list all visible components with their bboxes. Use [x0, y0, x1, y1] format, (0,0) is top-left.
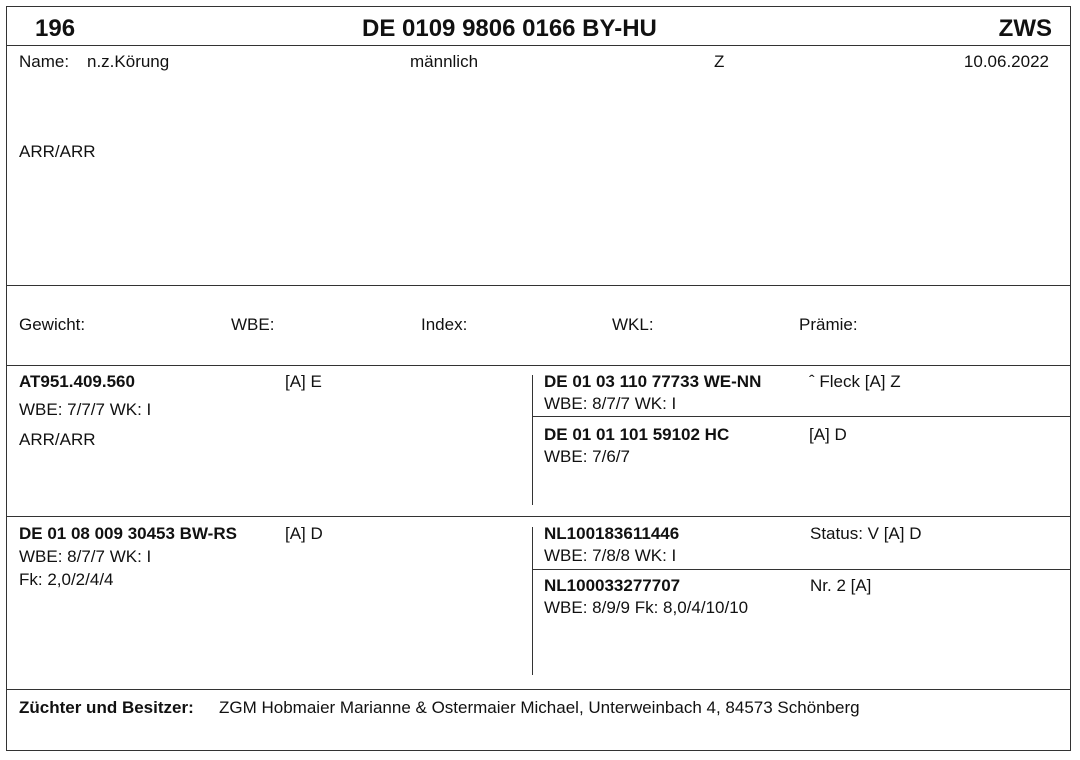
- sire-sire-wbe: WBE: 8/7/7 WK: I: [544, 394, 677, 413]
- sire-vertical-divider: [532, 375, 533, 505]
- sire-genotype: ARR/ARR: [19, 430, 96, 449]
- name-value: n.z.Körung: [87, 52, 170, 71]
- dam-dam-id: NL100033277707: [544, 576, 681, 595]
- dam-sire-tag: Status: V [A] D: [810, 524, 922, 543]
- sire-wbe: WBE: 7/7/7 WK: I: [19, 400, 152, 419]
- name-label: Name:: [19, 52, 70, 71]
- header-divider: [7, 45, 1070, 46]
- sire-id: AT951.409.560: [19, 372, 135, 391]
- sire-sire-id: DE 01 03 110 77733 WE-NN: [544, 372, 762, 391]
- dam-fk: Fk: 2,0/2/4/4: [19, 570, 114, 589]
- sire-parents-divider: [533, 416, 1070, 417]
- catalog-number: 196: [35, 15, 76, 42]
- dam-tag: [A] D: [285, 524, 323, 543]
- praemie-label: Prämie:: [799, 315, 858, 334]
- dam-block-divider: [7, 689, 1070, 690]
- wbe-label: WBE:: [231, 315, 275, 334]
- code-value: Z: [714, 52, 725, 71]
- dam-sire-id: NL100183611446: [544, 524, 680, 543]
- dam-dam-wbe: WBE: 8/9/9 Fk: 8,0/4/10/10: [544, 598, 749, 617]
- gewicht-label: Gewicht:: [19, 315, 86, 334]
- sire-sire-tag: ˆ Fleck [A] Z: [809, 372, 901, 391]
- sire-dam-wbe: WBE: 7/6/7: [544, 447, 630, 466]
- sire-block-divider: [7, 516, 1070, 517]
- dam-vertical-divider: [532, 527, 533, 675]
- dam-sire-wbe: WBE: 7/8/8 WK: I: [544, 546, 677, 565]
- animal-id: DE 0109 9806 0166 BY-HU: [362, 15, 657, 42]
- pedigree-card: [6, 6, 1071, 751]
- info-divider: [7, 285, 1070, 286]
- date-value: 10.06.2022: [963, 52, 1049, 71]
- index-label: Index:: [421, 315, 468, 334]
- breed-code: ZWS: [998, 15, 1052, 42]
- breeder-label: Züchter und Besitzer:: [19, 698, 194, 717]
- dam-dam-tag: Nr. 2 [A]: [810, 576, 872, 595]
- breeder-value: ZGM Hobmaier Marianne & Ostermaier Michael, Unterweinbach 4, 84573 Schönberg: [219, 698, 860, 717]
- sire-dam-tag: [A] D: [809, 425, 847, 444]
- sire-tag: [A] E: [285, 372, 322, 391]
- stats-divider: [7, 365, 1070, 366]
- wkl-label: WKL:: [612, 315, 654, 334]
- dam-wbe: WBE: 8/7/7 WK: I: [19, 547, 152, 566]
- genotype-value: ARR/ARR: [19, 142, 96, 161]
- dam-parents-divider: [533, 569, 1070, 570]
- sex-value: männlich: [410, 52, 479, 71]
- dam-id: DE 01 08 009 30453 BW-RS: [19, 524, 237, 543]
- sire-dam-id: DE 01 01 101 59102 HC: [544, 425, 730, 444]
